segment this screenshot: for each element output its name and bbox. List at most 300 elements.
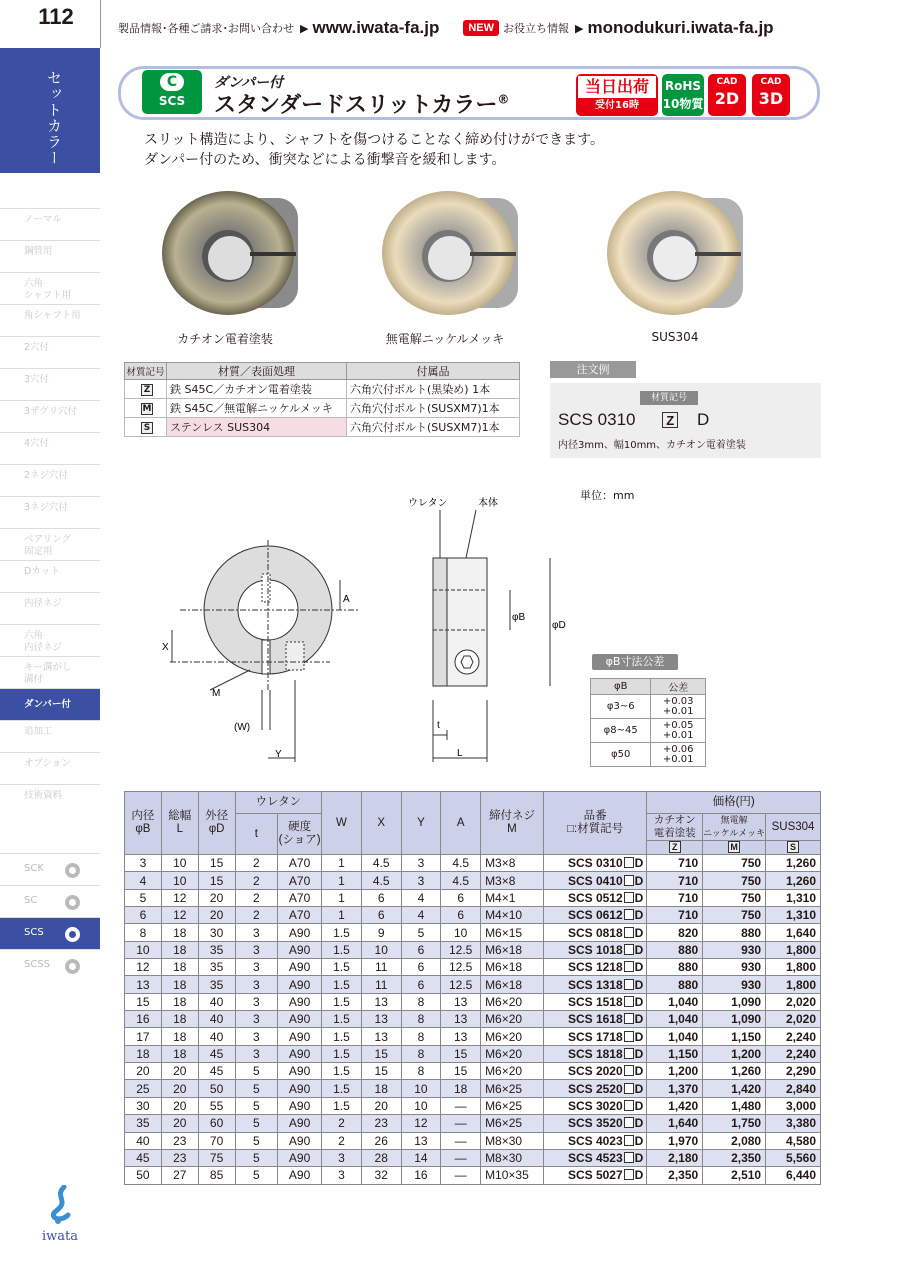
table-header: t (235, 814, 278, 855)
table-cell: 40 (198, 1028, 235, 1045)
table-cell: 1.5 (322, 993, 362, 1010)
table-cell: 3 (235, 976, 278, 993)
table-cell: 1.5 (322, 1097, 362, 1114)
table-cell: 85 (198, 1167, 235, 1184)
sidebar-series (0, 853, 100, 981)
sidebar-item[interactable]: 鋼管用 (0, 240, 100, 272)
table-cell: M8×30 (481, 1149, 544, 1166)
table-cell: SCS 3020 D (543, 1097, 646, 1114)
table-cell: 3 (235, 1045, 278, 1062)
table-cell: 40 (125, 1132, 162, 1149)
table-cell: 3 (401, 872, 441, 889)
table-cell: M8×30 (481, 1132, 544, 1149)
table-row (125, 418, 520, 437)
order-symbol: Z (662, 412, 678, 428)
ring-icon (65, 863, 80, 878)
table-cell: 1,040 (647, 1011, 703, 1028)
table-row: φ3~6 +0.03 +0.01 (591, 695, 706, 719)
description-line: ダンパー付のため、衝突などによる衝撃音を緩和します。 (144, 152, 506, 168)
sidebar-item[interactable]: 追加工 (0, 720, 100, 752)
table-row (125, 959, 821, 976)
table-cell: 6 (361, 907, 401, 924)
table-header: ウレタン (235, 792, 322, 814)
table-cell: 15 (125, 993, 162, 1010)
table-cell: M6×20 (481, 1028, 544, 1045)
table-cell: 1,800 (766, 959, 821, 976)
material-placeholder-box (624, 1135, 634, 1146)
table-cell: 3 (125, 855, 162, 872)
sidebar-item[interactable]: ベアリング 固定用 (0, 528, 100, 560)
accessory-cell: 六角穴付ボルト(黒染め) 1本 (347, 380, 520, 399)
sidebar-item[interactable]: 3ネジ穴付 (0, 496, 100, 528)
table-header: 締付ネジ M (481, 792, 544, 855)
table-cell: 1.5 (322, 1045, 362, 1062)
table-cell: 50 (198, 1080, 235, 1097)
sameday-badge: 当日出荷 受付16時 (576, 74, 658, 116)
table-cell: 12 (161, 889, 198, 906)
table-cell: 35 (198, 976, 235, 993)
table-cell: 750 (703, 855, 766, 872)
table-row (125, 1028, 821, 1045)
table-cell: 16 (125, 1011, 162, 1028)
table-cell: SCS 1318 D (543, 976, 646, 993)
table-header: A (441, 792, 481, 855)
table-cell: 10 (161, 855, 198, 872)
material-placeholder-box (624, 1048, 634, 1059)
table-cell: 3 (322, 1167, 362, 1184)
table-cell: M6×20 (481, 1011, 544, 1028)
table-cell: 30 (125, 1097, 162, 1114)
table-cell: A90 (278, 1149, 322, 1166)
table-cell: 18 (441, 1080, 481, 1097)
table-cell: 15 (198, 872, 235, 889)
series-letter: C (160, 73, 184, 91)
table-cell: 55 (198, 1097, 235, 1114)
triangle-icon: ▶ (575, 21, 584, 35)
order-example-label: 注文例 (550, 361, 636, 378)
table-cell: 1,260 (766, 872, 821, 889)
table-cell: SCS 0612 D (543, 907, 646, 924)
table-cell: SCS 4523 D (543, 1149, 646, 1166)
table-row (125, 1080, 821, 1097)
table-cell: 1,090 (703, 993, 766, 1010)
table-cell: A90 (278, 1132, 322, 1149)
table-cell: 2 (322, 1115, 362, 1132)
material-placeholder-box (624, 1100, 634, 1111)
table-cell: A70 (278, 855, 322, 872)
table-cell: 20 (361, 1097, 401, 1114)
svg-text:M: M (212, 688, 221, 699)
table-cell: M6×18 (481, 959, 544, 976)
sidebar-item[interactable]: 技術資料 (0, 784, 100, 816)
table-cell: — (441, 1132, 481, 1149)
sidebar-series-item[interactable] (0, 949, 100, 981)
table-cell: 8 (401, 1011, 441, 1028)
ring-icon (65, 895, 80, 910)
table-header: 価格(円) (647, 792, 821, 814)
sidebar-item[interactable]: 内径ネジ (0, 592, 100, 624)
iwata-logo (30, 1185, 90, 1244)
table-cell: 1,150 (703, 1028, 766, 1045)
svg-text:X: X (162, 642, 169, 653)
photo-caption: 無電解ニッケルメッキ (385, 332, 505, 346)
table-row (125, 380, 520, 399)
table-cell: 750 (703, 872, 766, 889)
series-badge (142, 70, 202, 114)
sidebar-item[interactable]: ダンパー付 (0, 688, 100, 720)
table-header: 総幅 L (161, 792, 198, 855)
table-cell: 4 (401, 889, 441, 906)
material-table (124, 362, 520, 437)
table-cell: 20 (161, 1063, 198, 1080)
table-header: W (322, 792, 362, 855)
table-cell: A90 (278, 1115, 322, 1132)
table-cell: 28 (361, 1149, 401, 1166)
table-cell: 2,240 (766, 1045, 821, 1062)
table-cell: 4.5 (361, 855, 401, 872)
table-cell: 3,380 (766, 1115, 821, 1132)
registered-mark: ® (497, 92, 510, 107)
table-cell: 20 (161, 1115, 198, 1132)
table-cell: 1,040 (647, 1028, 703, 1045)
table-row (125, 855, 821, 872)
table-cell: 35 (198, 959, 235, 976)
table-cell: 1,090 (703, 1011, 766, 1028)
table-cell: 18 (161, 993, 198, 1010)
table-cell: A90 (278, 976, 322, 993)
info-text2: お役立ち情報 (503, 22, 570, 35)
table-cell: 5 (235, 1097, 278, 1114)
table-cell: 5 (235, 1149, 278, 1166)
table-cell: 2,240 (766, 1028, 821, 1045)
table-cell: 18 (161, 1028, 198, 1045)
sidebar-item[interactable]: 六角 シャフト用 (0, 272, 100, 304)
table-cell: 3,000 (766, 1097, 821, 1114)
table-cell: 14 (401, 1149, 441, 1166)
table-cell: 1,150 (647, 1045, 703, 1062)
table-cell: 3 (235, 1028, 278, 1045)
table-cell: 6 (361, 889, 401, 906)
table-cell: — (441, 1149, 481, 1166)
table-cell: SCS 5027 D (543, 1167, 646, 1184)
table-cell: 11 (361, 959, 401, 976)
material-placeholder-box (624, 996, 634, 1007)
table-cell: — (441, 1115, 481, 1132)
logo-text: iwata (41, 1229, 78, 1244)
material-placeholder-box (624, 1013, 634, 1024)
table-cell: 60 (198, 1115, 235, 1132)
table-cell: 40 (198, 993, 235, 1010)
table-cell: 710 (647, 855, 703, 872)
table-header: 無電解 ニッケルメッキ (703, 814, 766, 841)
table-cell: A90 (278, 1097, 322, 1114)
table-cell: 1 (322, 855, 362, 872)
material-placeholder-box (624, 857, 634, 868)
description (144, 130, 604, 170)
table-cell: 2,350 (703, 1149, 766, 1166)
table-cell: 13 (441, 1028, 481, 1045)
material-symbol: M (728, 841, 740, 853)
table-row (125, 1011, 821, 1028)
table-cell: 2,350 (647, 1167, 703, 1184)
table-cell: SCS 4023 D (543, 1132, 646, 1149)
table-cell: 10 (441, 924, 481, 941)
table-cell: 27 (161, 1167, 198, 1184)
table-cell: 12 (125, 959, 162, 976)
table-cell: 8 (125, 924, 162, 941)
drawing-label: ウレタン (408, 498, 448, 509)
material-symbol: Z (141, 384, 153, 396)
table-cell: A90 (278, 1045, 322, 1062)
sidebar-item[interactable]: 3穴付 (0, 368, 100, 400)
sidebar-item[interactable]: 六角 内径ネジ (0, 624, 100, 656)
sidebar-item[interactable]: 3ザグリ穴付 (0, 400, 100, 432)
accessory-cell: 六角穴付ボルト(SUSXM7)1本 (347, 399, 520, 418)
table-cell: SCS 1218 D (543, 959, 646, 976)
table-cell: 35 (198, 941, 235, 958)
table-cell: 35 (125, 1115, 162, 1132)
cad-3d-badge: CAD 3D (752, 74, 790, 116)
rohs-badge: RoHS 10物質 (662, 74, 704, 116)
table-cell: M6×20 (481, 1045, 544, 1062)
table-header: 硬度 (ショア) (278, 814, 322, 855)
table-cell: 18 (161, 941, 198, 958)
sidebar-item[interactable]: ノーマル (0, 208, 100, 240)
table-cell: 880 (647, 941, 703, 958)
material-placeholder-box (624, 1031, 634, 1042)
table-header: Y (401, 792, 441, 855)
sidebar-series-item[interactable] (0, 853, 100, 885)
table-cell: 2,840 (766, 1080, 821, 1097)
material-symbol: M (142, 404, 152, 414)
table-cell: M4×1 (481, 889, 544, 906)
title-sub: ダンパー付 (214, 75, 284, 91)
table-cell: 750 (703, 889, 766, 906)
ring-icon (65, 927, 80, 942)
table-cell: A70 (278, 872, 322, 889)
table-cell: 20 (198, 889, 235, 906)
table-cell: M6×20 (481, 993, 544, 1010)
table-row (125, 399, 520, 418)
table-cell: SCS 0310 D (543, 855, 646, 872)
order-description: 内径3mm、幅10mm、カチオン電着塗装 (558, 440, 746, 451)
table-cell: 1.5 (322, 941, 362, 958)
table-cell: 16 (401, 1167, 441, 1184)
table-cell: 26 (361, 1132, 401, 1149)
table-cell: 6 (125, 907, 162, 924)
svg-text:Y: Y (275, 749, 282, 760)
sidebar-item[interactable]: 2ネジ穴付 (0, 464, 100, 496)
table-cell: 5 (235, 1080, 278, 1097)
table-cell: A90 (278, 941, 322, 958)
table-cell: 20 (125, 1063, 162, 1080)
url-link-main[interactable]: www.iwata-fa.jp (312, 18, 440, 37)
table-cell: 32 (361, 1167, 401, 1184)
table-cell: 3 (235, 959, 278, 976)
series-label: SCS (24, 927, 44, 938)
table-row (125, 1167, 821, 1184)
drawing-label: t (437, 720, 440, 731)
table-cell: 1,420 (647, 1097, 703, 1114)
table-cell: 4,580 (766, 1132, 821, 1149)
table-cell: 50 (125, 1167, 162, 1184)
table-row (125, 1063, 821, 1080)
dimension-drawing (150, 490, 580, 770)
table-cell: 6 (401, 976, 441, 993)
table-cell: 1,970 (647, 1132, 703, 1149)
table-cell: 2 (235, 907, 278, 924)
table-cell: SCS 1518 D (543, 993, 646, 1010)
table-cell: 5 (125, 889, 162, 906)
table-cell: 13 (441, 1011, 481, 1028)
table-cell: 2,510 (703, 1167, 766, 1184)
svg-text:A: A (343, 594, 350, 605)
table-cell: 710 (647, 872, 703, 889)
table-header: 材質／表面処理 (167, 363, 347, 380)
table-row (125, 993, 821, 1010)
material-placeholder-box (624, 875, 634, 886)
table-header: 付属品 (347, 363, 520, 380)
tolerance-title: φB寸法公差 (592, 654, 678, 670)
table-cell: M6×25 (481, 1097, 544, 1114)
material-placeholder-box (624, 979, 634, 990)
table-cell: A70 (278, 907, 322, 924)
table-cell: 1,750 (703, 1115, 766, 1132)
table-cell: A90 (278, 1011, 322, 1028)
table-cell: 9 (361, 924, 401, 941)
table-cell: SCS 1718 D (543, 1028, 646, 1045)
table-cell: 4.5 (361, 872, 401, 889)
photo-caption: カチオン電着塗装 (177, 332, 273, 346)
table-cell: A90 (278, 959, 322, 976)
table-row (125, 1115, 821, 1132)
url-link-monodukuri[interactable]: monodukuri.iwata-fa.jp (587, 18, 774, 37)
order-code: SCS 0310 Z D (558, 410, 710, 429)
table-header: 内径 φB (125, 792, 162, 855)
table-cell: 4 (125, 872, 162, 889)
table-cell: 4.5 (441, 872, 481, 889)
sidebar-item[interactable]: 角シャフト用 (0, 304, 100, 336)
table-cell: 18 (361, 1080, 401, 1097)
table-cell: M10×35 (481, 1167, 544, 1184)
table-cell: 2 (235, 872, 278, 889)
table-cell: 13 (361, 1028, 401, 1045)
table-cell: 3 (235, 941, 278, 958)
table-cell: 820 (647, 924, 703, 941)
sidebar-series-item[interactable] (0, 917, 100, 949)
table-cell: SCS 0410 D (543, 872, 646, 889)
table-header: カチオン 電着塗装 (647, 814, 703, 841)
table-cell: 1,640 (766, 924, 821, 941)
table-cell: SCS 2520 D (543, 1080, 646, 1097)
table-cell: 8 (401, 993, 441, 1010)
table-row (125, 976, 821, 993)
sidebar-item[interactable]: 4穴付 (0, 432, 100, 464)
sidebar-item[interactable]: 2穴付 (0, 336, 100, 368)
table-row (125, 1045, 821, 1062)
drawing-label: 本体 (478, 498, 498, 509)
header-divider (100, 0, 101, 48)
material-placeholder-box (624, 1065, 634, 1076)
table-row (125, 907, 821, 924)
table-cell: 5 (401, 924, 441, 941)
material-symbol: S (787, 841, 799, 853)
table-cell: 1,480 (703, 1097, 766, 1114)
table-cell: M3×8 (481, 855, 544, 872)
table-row (125, 1097, 821, 1114)
table-cell: 12 (161, 907, 198, 924)
table-cell: 10 (361, 941, 401, 958)
table-cell: 18 (161, 976, 198, 993)
table-cell: 930 (703, 941, 766, 958)
material-cell: ステンレス SUS304 (167, 418, 347, 437)
header-links (118, 18, 774, 38)
table-header: 公差 (651, 679, 706, 695)
sidebar-series-item[interactable] (0, 885, 100, 917)
product-photo-nickel (380, 188, 520, 318)
table-cell: SCS 1618 D (543, 1011, 646, 1028)
sidebar-item[interactable]: オプション (0, 752, 100, 784)
sidebar-item[interactable]: Dカット (0, 560, 100, 592)
table-cell: 750 (703, 907, 766, 924)
table-row (125, 872, 821, 889)
table-cell: 15 (198, 855, 235, 872)
table-cell: M6×15 (481, 924, 544, 941)
table-cell: SCS 0818 D (543, 924, 646, 941)
table-cell: 3 (235, 924, 278, 941)
table-cell: SCS 1818 D (543, 1045, 646, 1062)
table-cell: 1,260 (766, 855, 821, 872)
table-cell: 20 (161, 1080, 198, 1097)
table-cell: 12.5 (441, 941, 481, 958)
table-cell: M6×25 (481, 1080, 544, 1097)
table-header: X (361, 792, 401, 855)
table-cell: 13 (361, 993, 401, 1010)
table-cell: M4×10 (481, 907, 544, 924)
table-cell: 45 (198, 1063, 235, 1080)
sidebar-category: セットカラー (0, 48, 100, 173)
table-cell: A90 (278, 1063, 322, 1080)
table-cell: 1,420 (703, 1080, 766, 1097)
table-cell: 1.5 (322, 1011, 362, 1028)
table-cell: M6×18 (481, 941, 544, 958)
table-row: φ50 +0.06 +0.01 (591, 743, 706, 767)
table-cell: 40 (198, 1011, 235, 1028)
material-placeholder-box (624, 1083, 634, 1094)
table-cell: 1.5 (322, 1028, 362, 1045)
table-cell: 23 (161, 1149, 198, 1166)
table-cell: 6 (441, 907, 481, 924)
sidebar-nav (0, 208, 100, 816)
table-cell: 930 (703, 976, 766, 993)
sidebar-item[interactable]: キー溝がし 溝付 (0, 656, 100, 688)
table-cell: 2 (235, 855, 278, 872)
table-header: 品番 □:材質記号 (543, 792, 646, 855)
table-cell: A90 (278, 993, 322, 1010)
drawing-label: L (457, 748, 463, 759)
page-number: 112 (38, 4, 74, 29)
table-cell: 880 (647, 959, 703, 976)
material-placeholder-box (624, 944, 634, 955)
table-cell: 10 (401, 1097, 441, 1114)
table-cell: 13 (401, 1132, 441, 1149)
table-cell: 2,020 (766, 1011, 821, 1028)
table-cell: 1,800 (766, 976, 821, 993)
table-cell: 2,080 (703, 1132, 766, 1149)
table-cell: 1,200 (647, 1063, 703, 1080)
table-cell: 3 (322, 1149, 362, 1166)
table-cell: 18 (161, 924, 198, 941)
